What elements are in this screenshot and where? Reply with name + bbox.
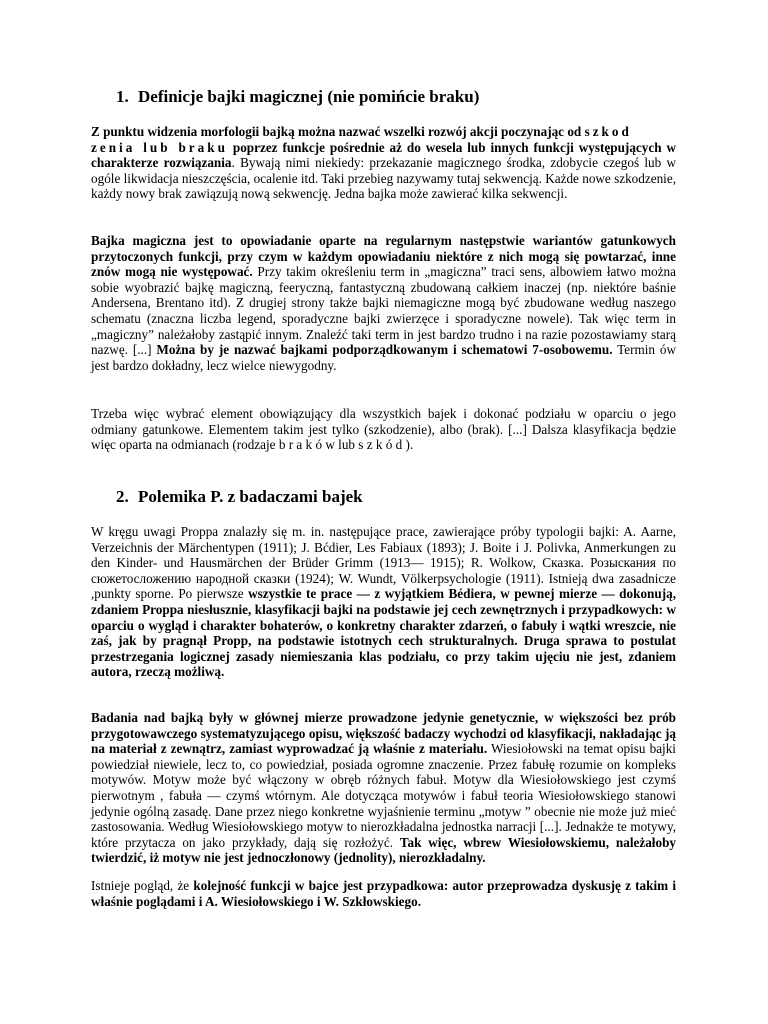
paragraph-text: Wiesiołowski na temat opisu bajki powiedział niewiele, lecz to, co powiedział, posiada ogromne znaczenie. Przez fabułę rozumie on kompleks motywów. Motyw może być włączony w obręb różnych fabuł. Motyw dla Wiesiołowskiego jest czymś pierwotnym , fabuła — czymś wtórnym. Ale dotycząca motywów i fabuł teoria Wiesiołowskiego stanowi jedynie ogólną zasadę. Dane przez niego konkretne wyjaśnienie terminu „motyw ” obecnie nie może już mieć zastosowania. Według Wiesiołowskiego motyw to nierozkładalna jednostka narracji [...]. Jednakże te motywy, które przytacza on jako przykłady, dają się rozłożyć. bbox=[91, 741, 676, 850]
section-2-paragraph-1 bbox=[91, 524, 676, 680]
paragraph-text: Trzeba więc wybrać element obowiązujący dla wszystkich bajek i dokonać podziału w oparciu o jego odmiany gatunkowe. Elementem takim jest tylko (szkodzenie), albo (brak). [...] Dalsza klasyfikacja będzie więc oparta na odmianach (rodzaje b r a k ó w lub s z k ó d ). bbox=[91, 406, 676, 453]
paragraph-run: zenia lub braku bbox=[91, 139, 228, 155]
section-1-paragraph-3 bbox=[91, 406, 676, 453]
section-2-heading bbox=[116, 487, 363, 507]
section-1-heading bbox=[116, 87, 479, 107]
section-1-number: 1. bbox=[116, 87, 129, 106]
paragraph-bold-text: kolejność funkcji w bajce jest przypadkowa: autor przeprowadza dyskusję z takim i właśnie poglądami i A. Wiesiołowskiego i W. Szkłowskiego. bbox=[91, 878, 676, 909]
section-1-paragraph-2 bbox=[91, 233, 676, 373]
section-2-number: 2. bbox=[116, 487, 129, 506]
paragraph-run: Z punktu widzenia morfologii bajką można nazwać wszelki rozwój akcji poczynając od bbox=[91, 124, 585, 139]
definition-bold-2: Można by je nazwać bajkami podporządkowanym i schematowi 7-osobowemu. bbox=[156, 342, 613, 358]
paragraph-text-2: Termin ów jest bardzo dokładny, lecz wielce niewygodny. bbox=[91, 342, 676, 373]
section-1-paragraph-1 bbox=[91, 124, 676, 202]
paragraph-text-1: Przy takim określeniu term in „magiczna” traci sens, albowiem łatwo można sobie wyobrazić bajkę magiczną, feeryczną, fantastyczną zbudowaną całkiem inaczej (np. niektóre baśnie Andersena, Brentano itd). Z drugiej strony także bajki niemagiczne mogą być zbudowane według naszego schematu (znaczna liczba legend, sporadyczne bajki zwierzęce i sporadyczne nowele). Tak więc term in „magiczny” należałoby zastąpić innym. Znaleźć taki term in jest bardzo trudno i na razie pozostawiamy starą nazwę. [...] bbox=[91, 264, 676, 358]
paragraph-run: . Bywają nimi niekiedy: przekazanie magicznego środka, zdobycie czegoś lub w ogóle likwidacja nieszczęścia, ocalenie itd. Taki przebieg nazywamy tutaj sekwencją. Każde nowe szkodzenie, każdy nowy brak zawiązują nową sekwencję. Jedna bajka może zawierać kilka sekwencji. bbox=[91, 155, 677, 202]
section-2-paragraph-3 bbox=[91, 878, 676, 909]
paragraph-run: poprzez funkcje pośrednie aż do wesela lub innych funkcji występujących w charakterze rozwiązania bbox=[91, 139, 676, 171]
paragraph-text: Istnieje pogląd, że bbox=[91, 878, 194, 893]
section-2-title: Polemika P. z badaczami bajek bbox=[138, 487, 363, 506]
paragraph-bold-2: Tak więc, wbrew Wiesiołowskiemu, należałoby twierdzić, iż motyw nie jest jednoczłonowy (jednolity), nierozkładalny. bbox=[91, 834, 676, 866]
definition-bold-1: Bajka magiczna jest to opowiadanie oparte na regularnym następstwie wariantów gatunkowych przytoczonych funkcji, przy czym w każdym opowiadaniu niektóre z nich mogą się powtarzać, inne znów mogą nie występować. bbox=[91, 233, 676, 280]
paragraph-run: szkod bbox=[584, 124, 632, 139]
paragraph-bold-1: Badania nad bajką były w głównej mierze prowadzone jedynie genetycznie, w większości bez prób przygotowawczego systematyzującego opisu, większość badaczy wychodzi od klasyfikacji, nakładając ją na materiał z zewnątrz, zamiast wyprowadzać ją właśnie z materiału. bbox=[91, 710, 676, 757]
paragraph-bold-text: wszystkie te prace — z wyjątkiem Bédiera, w pewnej mierze — dokonują, zdaniem Proppa niesłusznie, klasyfikacji bajki na podstawie jej cech zewnętrznych i przypadkowych: w oparciu o wygląd i charakter bohaterów, o konkretny charakter zdarzeń, o fabuły i wątki wreszcie, nie zaś, jak by pragnął Propp, na podstawie istotnych cech strukturalnych. Druga sprawa to postulat przestrzegania logicznej zasady niemieszania klas podziału, co przy takim ujęciu nie jest, zdaniem autora, rzeczą możliwą. bbox=[91, 586, 676, 680]
section-2-paragraph-2 bbox=[91, 710, 676, 866]
paragraph-text: W kręgu uwagi Proppa znalazły się m. in. następujące prace, zawierające próby typologii bajki: A. Aarne, Verzeichnis der Märchentypen (1911); J. Bćdier, Les Fabiaux (1893); J. Boite i J. Polivka, Anmerkungen zu den Kinder- und Hausmärchen der Brüder Grimm (1913— 1915); R. Wolkow, Сказка. Розыскания по сюжетосложению народной сказки (1924); W. Wundt, Völkerpsychologie (1911). Istnieją dwa zasadnicze ,punkty sporne. Po pierwsze bbox=[91, 524, 676, 602]
section-1-title: Definicje bajki magicznej (nie pomińcie braku) bbox=[138, 87, 480, 106]
